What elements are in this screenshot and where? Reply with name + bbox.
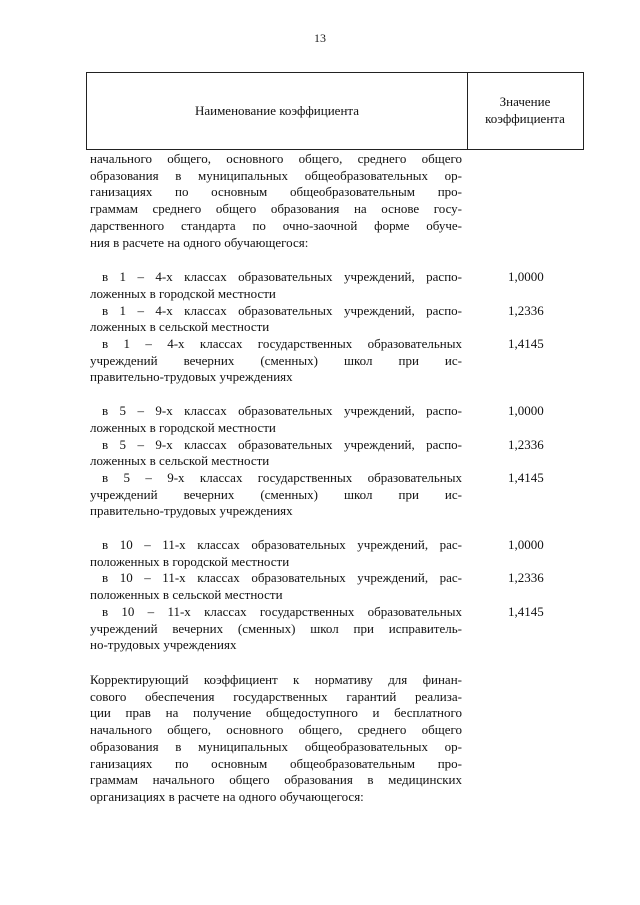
coefficient-row xyxy=(90,604,580,654)
text-line: ния в расчете на одного обучающегося: xyxy=(90,234,309,250)
row-description xyxy=(90,269,462,302)
header-value-column xyxy=(467,93,583,127)
text-line: в 10 – 11-х классах образовательных учреждений, рас- xyxy=(102,537,462,553)
text-line: учреждений вечерних (сменных) школ при исправитель- xyxy=(90,620,462,636)
text-line: ложенных в городской местности xyxy=(90,419,276,435)
text-line: дарственного стандарта по очно-заочной форме обуче- xyxy=(90,217,462,233)
text-line: ганизациях по основным общеобразовательным про- xyxy=(90,184,462,200)
row-description xyxy=(90,537,462,570)
header-value-line1: Значение xyxy=(499,94,551,109)
text-line: в 5 – 9-х классах государственных образовательных xyxy=(102,469,462,485)
text-line: в 10 – 11-х классах государственных образовательных xyxy=(102,603,462,619)
coefficient-value: 1,2336 xyxy=(508,436,544,452)
text-line: ложенных в сельской местности xyxy=(90,319,270,335)
coefficient-row xyxy=(90,570,580,603)
row-description xyxy=(90,470,462,520)
coefficient-value: 1,4145 xyxy=(508,336,544,352)
text-line: в 5 – 9-х классах образовательных учреждений, распо- xyxy=(102,436,462,452)
text-line: сового обеспечения государственных гарантий реализа- xyxy=(90,688,462,704)
text-line: в 10 – 11-х классах образовательных учреждений, рас- xyxy=(102,570,462,586)
table-body xyxy=(90,151,580,806)
text-line: начального общего, основного общего, среднего общего xyxy=(90,151,462,166)
page-number: 13 xyxy=(314,31,326,45)
text-line: организациях в расчете на одного обучающегося: xyxy=(90,788,364,804)
text-line: ложенных в сельской местности xyxy=(90,453,270,469)
row-description xyxy=(90,403,462,436)
table-header xyxy=(86,72,584,150)
closing-paragraph xyxy=(90,672,462,806)
coefficient-value: 1,0000 xyxy=(508,403,544,419)
coefficient-row xyxy=(90,437,580,470)
coefficient-value: 1,4145 xyxy=(508,469,544,485)
text-line: в 5 – 9-х классах образовательных учреждений, распо- xyxy=(102,403,462,419)
text-line: граммам среднего общего образования на основе госу- xyxy=(90,201,462,217)
text-line: в 1 – 4-х классах образовательных учреждений, распо- xyxy=(102,302,462,318)
coefficient-value: 1,0000 xyxy=(508,269,544,285)
coefficient-row xyxy=(90,403,580,436)
text-line: начального общего, основного общего, среднего общего xyxy=(90,722,462,738)
text-line: граммам начального общего образования в медицинских xyxy=(90,772,462,788)
coefficient-row xyxy=(90,470,580,520)
text-line: ганизациях по основным общеобразовательным про- xyxy=(90,755,462,771)
intro-paragraph xyxy=(90,151,462,251)
coefficient-value: 1,0000 xyxy=(508,537,544,553)
header-value-line2: коэффициента xyxy=(485,111,565,126)
row-description xyxy=(90,336,462,386)
text-line: положенных в сельской местности xyxy=(90,587,283,603)
text-line: ции прав на получение общедоступного и бесплатного xyxy=(90,705,462,721)
text-line: образования в муниципальных общеобразовательных ор- xyxy=(90,167,462,183)
text-line: положенных в городской местности xyxy=(90,553,290,569)
coefficient-value: 1,2336 xyxy=(508,302,544,318)
text-line: учреждений вечерних (сменных) школ при ис- xyxy=(90,352,462,368)
text-line: Корректирующий коэффициент к нормативу для финан- xyxy=(90,671,462,687)
text-line: но-трудовых учреждениях xyxy=(90,637,237,653)
text-line: ложенных в городской местности xyxy=(90,285,276,301)
text-line: правительно-трудовых учреждениях xyxy=(90,503,293,519)
text-line: образования в муниципальных общеобразовательных ор- xyxy=(90,738,462,754)
row-description xyxy=(90,570,462,603)
coefficient-row xyxy=(90,537,580,570)
text-line: правительно-трудовых учреждениях xyxy=(90,369,293,385)
coefficient-row xyxy=(90,336,580,386)
coefficient-value: 1,2336 xyxy=(508,570,544,586)
text-line: в 1 – 4-х классах государственных образовательных xyxy=(102,336,462,352)
header-name-column: Наименование коэффициента xyxy=(194,103,360,118)
text-line: в 1 – 4-х классах образовательных учреждений, распо- xyxy=(102,269,462,285)
row-description xyxy=(90,437,462,470)
row-description xyxy=(90,604,462,654)
coefficient-row xyxy=(90,269,580,302)
text-line: учреждений вечерних (сменных) школ при ис- xyxy=(90,486,462,502)
row-description xyxy=(90,303,462,336)
coefficient-row xyxy=(90,303,580,336)
coefficient-value: 1,4145 xyxy=(508,603,544,619)
